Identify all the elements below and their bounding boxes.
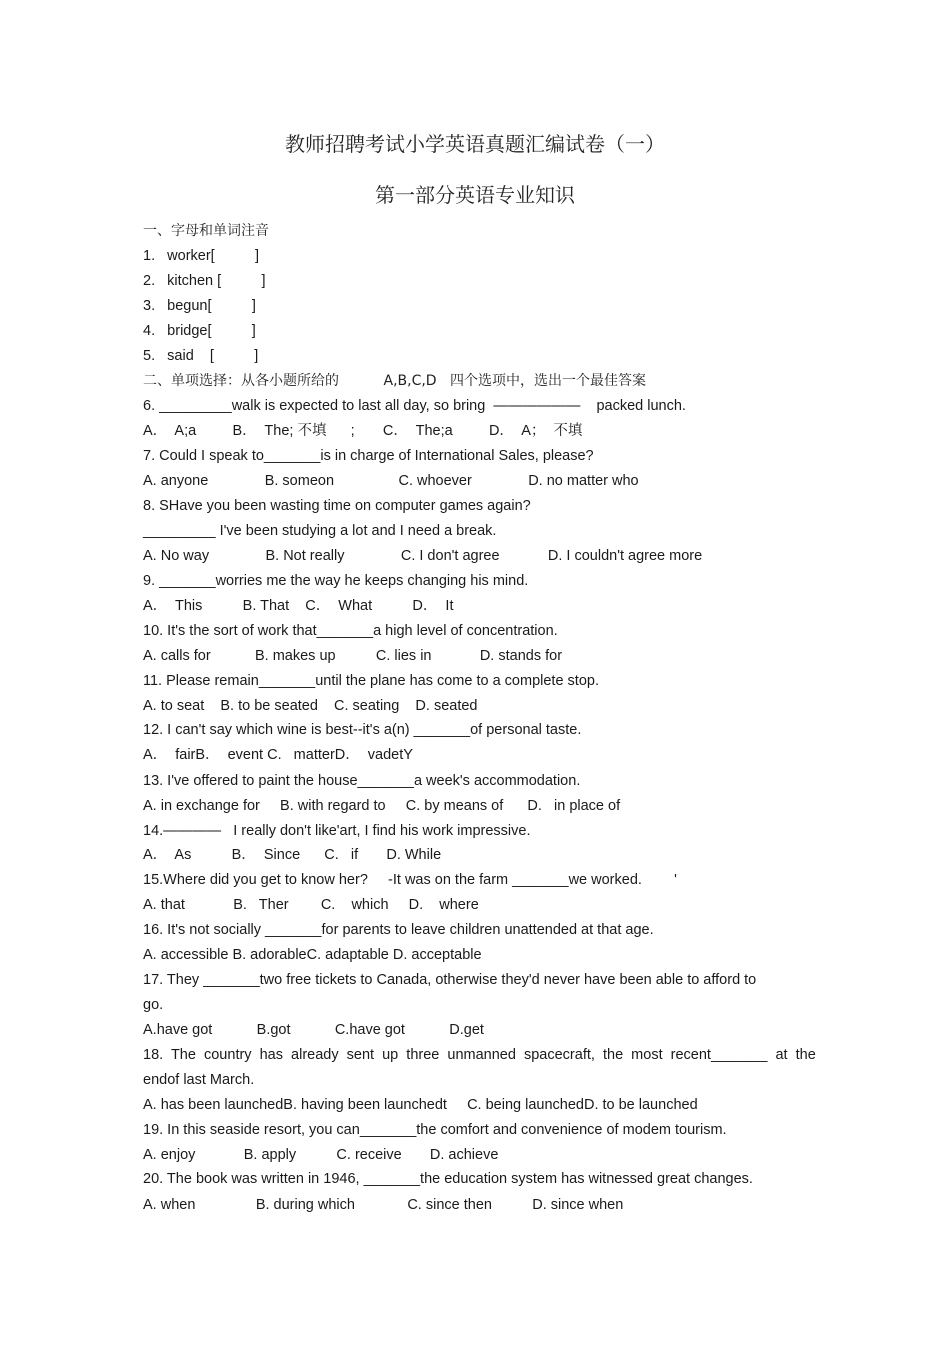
options-line: A． A;a B． The; 不填 ; C． The;a D． A； 不填 [143,423,583,439]
question-line: 14.———— I really don't like'art, I find his work impressive. [143,823,531,839]
options-line: A. No way B. Not really C. I don't agree D. I couldn't agree more [143,548,703,564]
options-line: A. anyone B. someon C. whoever D. no matter who [143,473,639,489]
question-line: 10. It's the sort of work that_______a high level of concentration. [143,623,558,639]
question-line: 8. SHave you been wasting time on computer games again? [143,498,531,514]
question-line: 17. They _______two free tickets to Canada, otherwise they'd never have been able to afford to [143,972,757,988]
question-line: 16. It's not socially _______for parents to leave children unattended at that age. [143,922,654,938]
options-line: A. calls for B. makes up C. lies in D. stands for [143,648,563,664]
options-line: A. when B. during which C. since then D. since when [143,1197,624,1213]
question-line: endof last March. [143,1072,255,1088]
options-line: A. enjoy B. apply C. receive D. achieve [143,1147,499,1163]
options-line: A. accessible B. adorableC. adaptable D. acceptable [143,947,482,963]
part2-heading: 二、单项选择：从各小题所给的 A,B,C,D 四个选项中，选出一个最佳答案 [143,373,646,389]
options-line: A. has been launchedB. having been launchedt C. being launchedD. to be launched [143,1097,698,1113]
options-line: A． This B. That C． What D． It [143,598,454,614]
question-line: 18. The country has already sent up three unmanned spacecraft, the most recent_______ at the [143,1047,816,1063]
options-line: A． fairB． event C. matterD． vadetY [143,747,413,763]
question-line: 6. _________walk is expected to last all day, so bring —————— packed lunch. [143,398,686,414]
exam-subtitle: 第一部分英语专业知识 [375,183,575,207]
options-line: A. that B. Ther C. which D. where [143,897,479,913]
question-line: 7. Could I speak to_______is in charge of International Sales, please? [143,448,594,464]
question-line: 15.Where did you get to know her? -It was on the farm _______we worked. ' [143,872,677,888]
phonetic-item: 2. kitchen [ ] [143,273,266,289]
question-line: 12. I can't say which wine is best--it's a(n) _______of personal taste. [143,722,582,738]
phonetic-item: 3. begun[ ] [143,298,256,314]
question-line: 11. Please remain_______until the plane has come to a complete stop. [143,673,599,689]
options-line: A. in exchange for B. with regard to C. by means of D. in place of [143,798,621,814]
question-line: 13. I've offered to paint the house_______a week's accommodation. [143,773,581,789]
options-line: A. to seat B. to be seated C. seating D. seated [143,698,478,714]
phonetic-item: 5. said [ ] [143,348,259,364]
options-line: A． As B． Since C. if D. While [143,847,442,863]
phonetic-item: 4. bridge[ ] [143,323,256,339]
question-line: _________ I've been studying a lot and I need a break. [143,523,497,539]
exam-title: 教师招聘考试小学英语真题汇编试卷（一） [285,132,665,156]
question-line: 20. The book was written in 1946, _______the education system has witnessed great changes. [143,1171,753,1187]
phonetic-item: 1. worker[ ] [143,248,260,264]
question-line: go. [143,997,164,1013]
question-line: 19. In this seaside resort, you can_______the comfort and convenience of modem tourism. [143,1122,727,1138]
part1-heading: 一、字母和单词注音 [143,223,269,239]
options-line: A.have got B.got C.have got D.get [143,1022,484,1038]
question-line: 9. _______worries me the way he keeps changing his mind. [143,573,529,589]
